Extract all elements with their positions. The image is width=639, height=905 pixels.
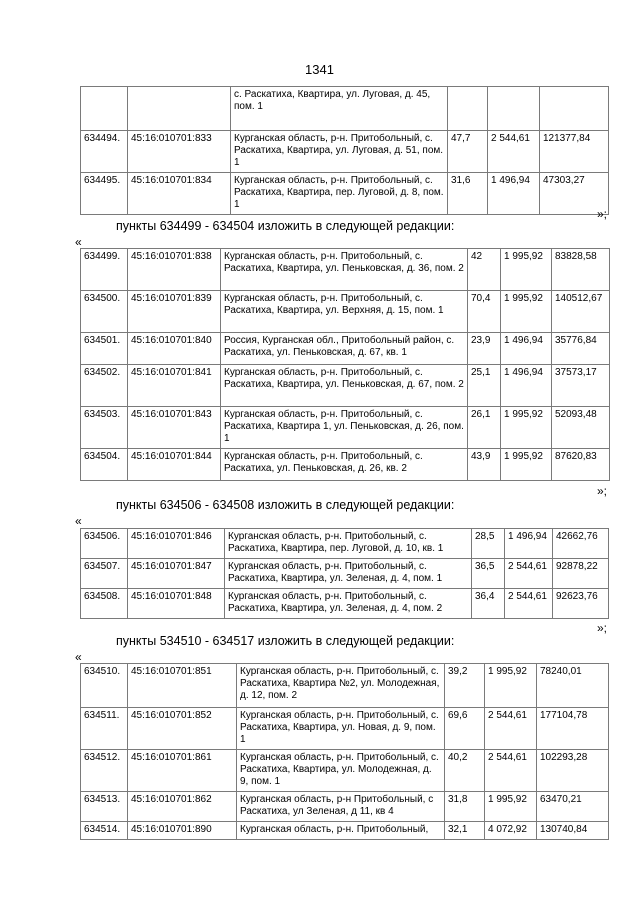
cell-cadastral: 45:16:010701:862: [128, 792, 237, 822]
cell-cadastral: 45:16:010701:834: [128, 173, 231, 215]
cell-value: 47303,27: [540, 173, 609, 215]
table-row: [81, 559, 609, 589]
cell-price: 2 544,61: [488, 131, 540, 173]
cell-value: 102293,28: [537, 750, 609, 792]
cell-price: 1 995,92: [501, 449, 552, 481]
cell-area: 25,1: [468, 365, 501, 407]
edit-instruction: пункты 634499 - 634504 изложить в следующей редакции:: [116, 219, 455, 233]
cell-value: 121377,84: [540, 131, 609, 173]
cell-num: 634514.: [81, 822, 128, 840]
cell-cadastral: 45:16:010701:838: [128, 249, 221, 291]
cell-area: 26,1: [468, 407, 501, 449]
cell-value: 52093,48: [552, 407, 610, 449]
cell-num: 634502.: [81, 365, 128, 407]
cell-num: 634500.: [81, 291, 128, 333]
cell-area: 23,9: [468, 333, 501, 365]
cell-price: 1 995,92: [501, 291, 552, 333]
cell-num: 634495.: [81, 173, 128, 215]
closing-quote: »;: [596, 621, 607, 635]
cell-address: Курганская область, р-н. Притобольный, с. Раскатиха, Квартира, пер. Луговой, д. 8, пом. 1: [231, 173, 448, 215]
table-row: [81, 664, 609, 708]
registry-table: [80, 528, 609, 619]
table-row: [81, 708, 609, 750]
cell-address: Курганская область, р-н. Притобольный, с. Раскатиха, Квартира 1, ул. Пеньковская, д. 26, пом. 1: [221, 407, 468, 449]
page-number: 1341: [305, 62, 334, 77]
opening-quote: «: [75, 650, 82, 664]
cell-cadastral: 45:16:010701:840: [128, 333, 221, 365]
cell-address: с. Раскатиха, Квартира, ул. Луговая, д. 45, пом. 1: [231, 87, 448, 131]
table-row: [81, 407, 610, 449]
cell-cadastral: 45:16:010701:833: [128, 131, 231, 173]
table-row: [81, 792, 609, 822]
cell-cadastral: 45:16:010701:839: [128, 291, 221, 333]
cell-area: 36,4: [472, 589, 505, 619]
cell-num: 634507.: [81, 559, 128, 589]
cell-address: Россия, Курганская обл., Притобольный район, с. Раскатиха, ул. Пеньковская, д. 67, кв. 1: [221, 333, 468, 365]
cell-cadastral: 45:16:010701:852: [128, 708, 237, 750]
cell-address: Курганская область, р-н. Притобольный, с. Раскатиха, Квартира, ул. Зеленая, д. 4, пом. 2: [225, 589, 472, 619]
cell-address: Курганская область, р-н. Притобольный, с. Раскатиха, ул. Пеньковская, д. 26, кв. 2: [221, 449, 468, 481]
cell-area: 42: [468, 249, 501, 291]
cell-num: 634508.: [81, 589, 128, 619]
cell-address: Курганская область, р-н. Притобольный, с. Раскатиха, Квартира, ул. Новая, д. 9, пом. 1: [237, 708, 445, 750]
cell-address: Курганская область, р-н. Притобольный, с. Раскатиха, Квартира, ул. Зеленая, д. 4, пом. 1: [225, 559, 472, 589]
cell-num: 634501.: [81, 333, 128, 365]
cell-area: 31,8: [445, 792, 485, 822]
cell-area: 70,4: [468, 291, 501, 333]
cell-address: Курганская область, р-н. Притобольный, с. Раскатиха, Квартира, ул. Пеньковская, д. 67, пом. 2: [221, 365, 468, 407]
cell-value: 35776,84: [552, 333, 610, 365]
cell-price: 1 496,94: [501, 333, 552, 365]
cell-area: 40,2: [445, 750, 485, 792]
cell-cadastral: 45:16:010701:847: [128, 559, 225, 589]
cell-num: 634499.: [81, 249, 128, 291]
cell-value: 87620,83: [552, 449, 610, 481]
cell-address: Курганская область, р-н. Притобольный, с. Раскатиха, Квартира, ул. Луговая, д. 51, пом. 1: [231, 131, 448, 173]
cell-price: 4 072,92: [485, 822, 537, 840]
cell-area: 39,2: [445, 664, 485, 708]
cell-address: Курганская область, р-н. Притобольный, с. Раскатиха, Квартира, ул. Молодежная, д. 9, пом. 1: [237, 750, 445, 792]
table-row: [81, 822, 609, 840]
closing-quote: »;: [596, 484, 607, 498]
cell-area: 36,5: [472, 559, 505, 589]
cell-price: 2 544,61: [505, 559, 553, 589]
cell-area: [448, 87, 488, 131]
cell-num: 634510.: [81, 664, 128, 708]
registry-table: [80, 663, 609, 840]
cell-num: 634511.: [81, 708, 128, 750]
cell-price: 2 544,61: [485, 750, 537, 792]
table-row: [81, 589, 609, 619]
table-row: [81, 173, 609, 215]
edit-instruction: пункты 534510 - 634517 изложить в следующей редакции:: [116, 634, 455, 648]
cell-price: 1 995,92: [501, 407, 552, 449]
cell-value: 63470,21: [537, 792, 609, 822]
cell-num: 634512.: [81, 750, 128, 792]
opening-quote: «: [75, 514, 82, 528]
table-row: [81, 333, 610, 365]
cell-price: 2 544,61: [505, 589, 553, 619]
opening-quote: «: [75, 235, 82, 249]
cell-value: 92623,76: [553, 589, 609, 619]
cell-address: Курганская область, р-н. Притобольный, с. Раскатиха, Квартира, ул. Пеньковская, д. 36, пом. 2: [221, 249, 468, 291]
cell-price: 1 496,94: [488, 173, 540, 215]
table-row: [81, 87, 609, 131]
cell-value: 130740,84: [537, 822, 609, 840]
cell-cadastral: 45:16:010701:848: [128, 589, 225, 619]
cell-area: 32,1: [445, 822, 485, 840]
cell-price: 1 995,92: [485, 664, 537, 708]
cell-value: 37573,17: [552, 365, 610, 407]
cell-price: 1 496,94: [505, 529, 553, 559]
table-row: [81, 529, 609, 559]
cell-cadastral: 45:16:010701:846: [128, 529, 225, 559]
cell-value: [540, 87, 609, 131]
cell-value: 140512,67: [552, 291, 610, 333]
edit-instruction: пункты 634506 - 634508 изложить в следующей редакции:: [116, 498, 455, 512]
cell-value: 177104,78: [537, 708, 609, 750]
cell-cadastral: 45:16:010701:861: [128, 750, 237, 792]
cell-num: 634513.: [81, 792, 128, 822]
cell-area: 43,9: [468, 449, 501, 481]
cell-address: Курганская область, р-н. Притобольный, с. Раскатиха, Квартира, пер. Луговой, д. 10, кв. 1: [225, 529, 472, 559]
cell-address: Курганская область, р-н. Притобольный, с. Раскатиха, Квартира №2, ул. Молодежная, д. 12, пом. 2: [237, 664, 445, 708]
cell-price: 1 995,92: [501, 249, 552, 291]
cell-cadastral: [128, 87, 231, 131]
cell-price: 1 995,92: [485, 792, 537, 822]
cell-value: 42662,76: [553, 529, 609, 559]
cell-area: 47,7: [448, 131, 488, 173]
cell-address: Курганская область, р-н. Притобольный, с. Раскатиха, Квартира, ул. Верхняя, д. 15, пом. 1: [221, 291, 468, 333]
cell-value: 92878,22: [553, 559, 609, 589]
cell-cadastral: 45:16:010701:841: [128, 365, 221, 407]
cell-area: 31,6: [448, 173, 488, 215]
cell-area: 28,5: [472, 529, 505, 559]
registry-table: [80, 86, 609, 215]
cell-cadastral: 45:16:010701:843: [128, 407, 221, 449]
table-row: [81, 365, 610, 407]
table-row: [81, 291, 610, 333]
cell-value: 83828,58: [552, 249, 610, 291]
cell-num: [81, 87, 128, 131]
table-row: [81, 249, 610, 291]
cell-num: 634506.: [81, 529, 128, 559]
cell-price: 2 544,61: [485, 708, 537, 750]
cell-cadastral: 45:16:010701:851: [128, 664, 237, 708]
cell-area: 69,6: [445, 708, 485, 750]
cell-price: [488, 87, 540, 131]
cell-price: 1 496,94: [501, 365, 552, 407]
cell-cadastral: 45:16:010701:844: [128, 449, 221, 481]
table-row: [81, 131, 609, 173]
cell-value: 78240,01: [537, 664, 609, 708]
cell-num: 634494.: [81, 131, 128, 173]
cell-address: Курганская область, р-н. Притобольный,: [237, 822, 445, 840]
table-row: [81, 449, 610, 481]
registry-table: [80, 248, 610, 481]
closing-quote: »;: [596, 207, 607, 221]
cell-num: 634503.: [81, 407, 128, 449]
cell-address: Курганская область, р-н Притобольный, с Раскатиха, ул Зеленая, д 11, кв 4: [237, 792, 445, 822]
cell-cadastral: 45:16:010701:890: [128, 822, 237, 840]
table-row: [81, 750, 609, 792]
cell-num: 634504.: [81, 449, 128, 481]
